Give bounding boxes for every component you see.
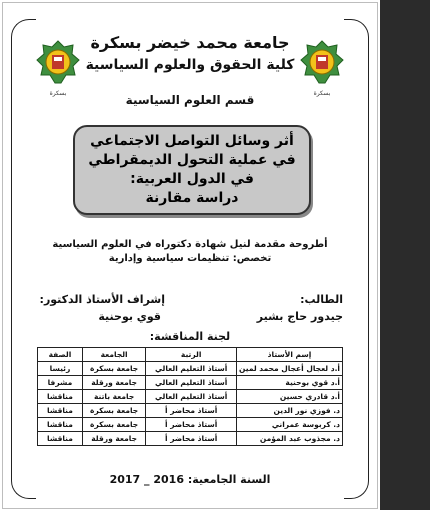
cell-role: مناقشا [38, 418, 83, 432]
logo-caption: بسكرة [49, 90, 67, 97]
student-name: جيدور حاج بشير [256, 310, 343, 323]
column-header: الرتبة [146, 348, 237, 362]
table-row [38, 376, 343, 390]
supervisor-name: قوي بوحنية [98, 310, 161, 323]
cell-university: جامعة بسكرة [82, 418, 145, 432]
committee-label: لجنة المناقشة: [149, 330, 231, 343]
committee-table [37, 347, 343, 446]
title-line: أثر وسائل التواصل الاجتماعي [90, 133, 294, 149]
supervisor-label: إشراف الأستاذ الدكتور: [39, 293, 165, 306]
cell-university: جامعة ورقلة [82, 432, 145, 446]
student-label: الطالب: [300, 293, 343, 306]
cell-role: مناقشا [38, 390, 83, 404]
table-row [38, 390, 343, 404]
cell-rank: أستاذ محاضر أ [146, 404, 237, 418]
academic-year: السنة الجامعية: 2016 _ 2017 [109, 473, 271, 486]
logo-caption: بسكرة [313, 90, 331, 97]
cell-university: جامعة بسكرة [82, 404, 145, 418]
cell-rank: أستاذ التعليم العالي [146, 390, 237, 404]
title-line: دراسة مقارنة [145, 190, 239, 206]
cell-role: مناقشا [38, 432, 83, 446]
cell-name: د. مجذوب عبد المؤمن [237, 432, 343, 446]
table-row [38, 432, 343, 446]
cell-name: أ.د لعجال أعجال محمد لمين [237, 362, 343, 376]
cell-name: د. كربوسة عمراني [237, 418, 343, 432]
table-header-row [38, 348, 343, 362]
cell-name: أ.د قادري حسين [237, 390, 343, 404]
thesis-description: أطروحة مقدمة لنيل شهادة دكتوراه في العلوم السياسية [52, 239, 328, 250]
cell-university: جامعة ورقلة [82, 376, 145, 390]
thesis-title-box [73, 125, 311, 215]
cell-university: جامعة بسكرة [82, 362, 145, 376]
cell-rank: أستاذ التعليم العالي [146, 362, 237, 376]
cell-rank: أستاذ التعليم العالي [146, 376, 237, 390]
title-line: في الدول العربية: [130, 171, 254, 187]
title-line: في عملية التحول الديمقراطي [88, 152, 296, 168]
cell-name: أ.د قوي بوحنية [237, 376, 343, 390]
table-row [38, 362, 343, 376]
department-name: قسم العلوم السياسية [125, 93, 255, 107]
cell-university: جامعة باتنة [82, 390, 145, 404]
column-header: الصفة [38, 348, 83, 362]
cell-rank: أستاذ محاضر أ [146, 432, 237, 446]
table-row [38, 418, 343, 432]
viewer-side-panel [380, 0, 430, 510]
cell-name: د. فوزي نور الدين [237, 404, 343, 418]
column-header: الجامعة [82, 348, 145, 362]
document-page [2, 2, 378, 509]
cell-role: رئيسا [38, 362, 83, 376]
table-row [38, 404, 343, 418]
cell-role: مناقشا [38, 404, 83, 418]
university-name: جامعة محمد خيضر بسكرة [90, 33, 290, 52]
cell-role: مشرفا [38, 376, 83, 390]
column-header: إسم الأستاذ [237, 348, 343, 362]
cell-rank: أستاذ محاضر أ [146, 418, 237, 432]
specialization: تخصص: تنظيمات سياسية وإدارية [108, 253, 272, 264]
faculty-name: كلية الحقوق والعلوم السياسية [85, 57, 295, 73]
